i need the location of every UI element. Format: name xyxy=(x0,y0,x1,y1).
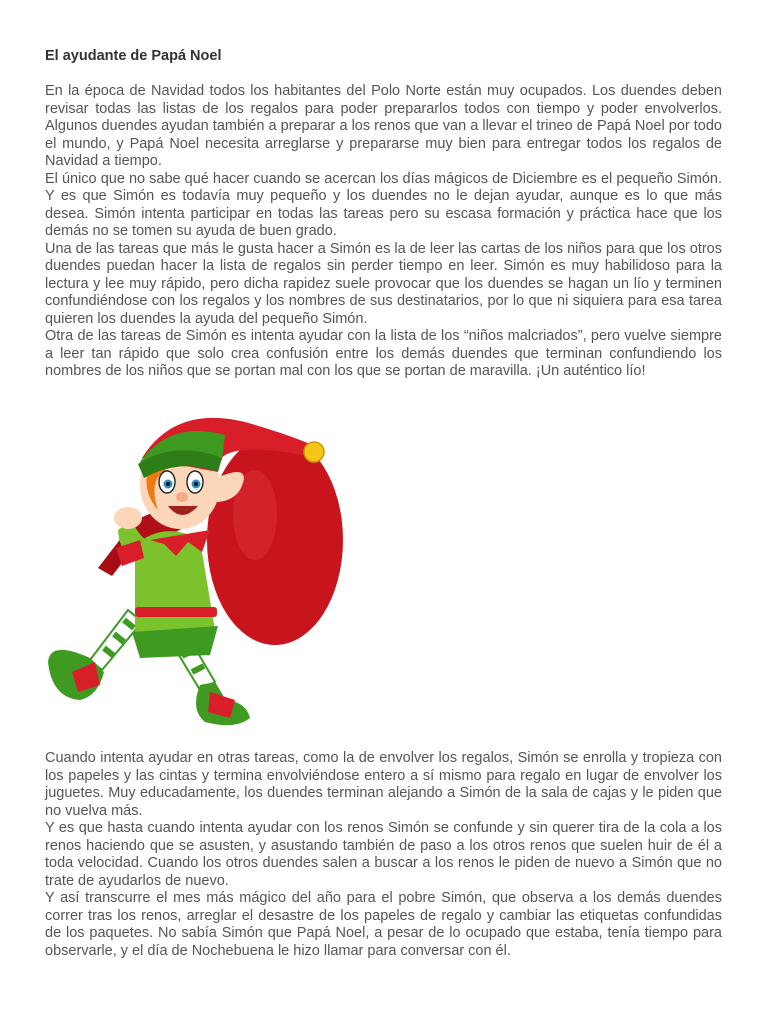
paragraph: En la época de Navidad todos los habitantes del Polo Norte están muy ocupados. Los duendes deben revisar todas las listas de los regalos para poder prepararlos todos con tiempo y poder envolverlos. Algunos duendes ayudan también a preparar a los renos que van a llevar el trineo de Papá Noel por todo el mundo, y Papá Noel necesita arreglarse y prepararse muy bien para entregar todos los regalos de Navidad a tiempo. xyxy=(45,83,722,169)
paragraph: Cuando intenta ayudar en otras tareas, como la de envolver los regalos, Simón se enrolla y tropieza con los papeles y las cintas y termina envolviéndose entero a sí mismo para regalo en lugar de envolver los juguetes. Muy educadamente, los duendes terminan alejando a Simón de la sala de cajas y le piden que no vuelva más. xyxy=(45,750,722,819)
paragraph: Otra de las tareas de Simón es intenta ayudar con la lista de los “niños malcriados”, pero vuelve siempre a leer tan rápido que solo crea confusión entre los demás duendes que terminan confundiendo los nombres de los niños que se portan mal con los que se portan de maravilla. ¡Un auténtico lío! xyxy=(45,328,722,379)
hat-bell xyxy=(304,442,324,462)
sack-shape xyxy=(207,435,343,645)
paragraph: Una de las tareas que más le gusta hacer a Simón es la de leer las cartas de los niños para que los otros duendes puedan hacer la lista de regalos sin perder tiempo en leer. Simón es muy habilidoso para la lectura y lee muy rápido, pero dicha rapidez suele provocar que los duendes se hagan un lío y terminen confundiéndose con los regalos y los nombres de sus destinatarios, por lo que ni siquiera para esa tarea quieren los duendes la ayuda del pequeño Simón. xyxy=(45,240,722,327)
christmas-elf-with-sack-icon xyxy=(40,400,350,750)
paragraph: El único que no sabe qué hacer cuando se acercan los días mágicos de Diciembre es el pequeño Simón. Y es que Simón es todavía muy pequeño y los duendes no le dejan ayudar, aunque es lo que más desea. Simón intenta participar en todas las tareas pero su escasa formación y práctica hace que los demás no se tomen su ayuda de buen grado. xyxy=(45,170,722,239)
paragraph: Y es que hasta cuando intenta ayudar con los renos Simón se confunde y sin querer tira de la cola a los renos haciendo que se asusten, y asustando también de paso a los otros renos que suelen huir de él a toda velocidad. Cuando los otros duendes salen a buscar a los renos le piden de nuevo a Simón que no trate de ayudarlos de nuevo. xyxy=(45,820,722,889)
paragraph: Y así transcurre el mes más mágico del año para el pobre Simón, que observa a los demás duendes correr tras los renos, arreglar el desastre de los papeles de regalo y cambiar las etiquetas confundidas de los paquetes. No sabía Simón que Papá Noel, a pesar de lo ocupado que estaba, tenía tiempo para observarle, y el día de Nochebuena le hizo llamar para conversar con él. xyxy=(45,890,722,959)
elf-belt xyxy=(135,607,217,617)
document-title: El ayudante de Papá Noel xyxy=(45,48,222,64)
text-block-top xyxy=(45,83,722,381)
left-leg xyxy=(90,610,142,670)
text-block-bottom xyxy=(45,750,722,960)
